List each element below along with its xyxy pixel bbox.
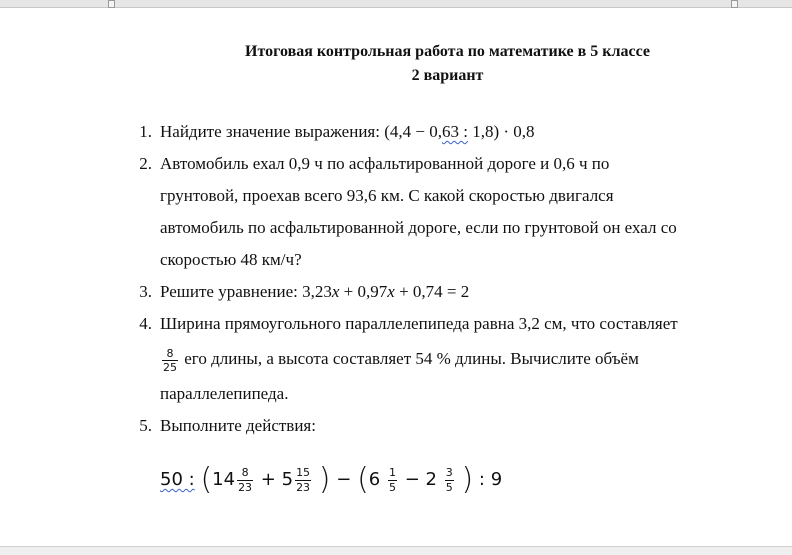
left-indent-marker[interactable] xyxy=(108,0,115,8)
task-4-line-1: Ширина прямоугольного параллелепипеда равна 3,2 см, что составляет xyxy=(160,314,678,333)
document-title xyxy=(180,40,715,88)
task-5 xyxy=(126,410,746,442)
open-paren: ( xyxy=(200,462,213,497)
title-line-2: 2 вариант xyxy=(411,67,484,84)
title-line-1: Итоговая контрольная работа по математике в 5 классе xyxy=(245,43,650,60)
fraction-8-25: $\frac{8}{25}$ xyxy=(163,346,177,374)
fraction-8-23: $\frac{8}{23}$ xyxy=(238,465,253,494)
spelling-underline: 63 : xyxy=(441,122,468,141)
task-2-line-2: грунтовой, проехав всего 93,6 км. С какой скоростью двигался xyxy=(160,186,614,205)
task-5-expression: 50 : (14 $\frac{8}{23}$ + 5 $\frac{15}{23}$ ) − (6 $\frac{1}{5}$ − 2 $\frac{3}{5}$ ) : 9 xyxy=(160,462,503,497)
top-ruler xyxy=(0,0,792,8)
task-number: 4. xyxy=(139,314,152,333)
task-1 xyxy=(126,116,746,148)
task-4-line-3: параллелепипеда. xyxy=(160,384,289,403)
fraction-1-5: $\frac{1}{5}$ xyxy=(388,465,396,494)
task-5-text: Выполните действия: xyxy=(160,416,316,435)
open-paren-2: ( xyxy=(357,462,369,497)
task-2-line-4: скоростью 48 км/ч? xyxy=(160,250,302,269)
task-number: 5. xyxy=(139,416,152,435)
task-number: 3. xyxy=(139,282,152,301)
task-2 xyxy=(126,148,746,276)
close-paren-2: ) xyxy=(461,462,474,497)
task-2-line-3: автомобиль по асфальтированной дороге, если по грунтовой он ехал со xyxy=(160,218,677,237)
expression-lead: 50 : xyxy=(160,469,195,490)
task-number: 1. xyxy=(139,122,152,141)
task-3-text: Решите уравнение: 3,23x + 0,97x + 0,74 = 2 xyxy=(160,282,470,301)
task-1-text: Найдите значение выражения: (4,4 − 0,63 : 1,8) · 0,8 xyxy=(160,122,535,141)
close-paren: ) xyxy=(318,462,331,497)
right-indent-marker[interactable] xyxy=(731,0,738,8)
task-4 xyxy=(126,308,746,410)
task-3 xyxy=(126,276,746,308)
task-4-line-2: $\frac{8}{25}$ его длины, а высота составляет 54 % длины. Вычислите объём xyxy=(163,346,639,374)
task-number: 2. xyxy=(139,154,152,173)
task-list xyxy=(126,116,746,442)
fraction-3-5: $\frac{3}{5}$ xyxy=(445,465,453,494)
fraction-15-23: $\frac{15}{23}$ xyxy=(296,465,311,494)
task-2-line-1: Автомобиль ехал 0,9 ч по асфальтированной дороге и 0,6 ч по xyxy=(160,154,610,173)
